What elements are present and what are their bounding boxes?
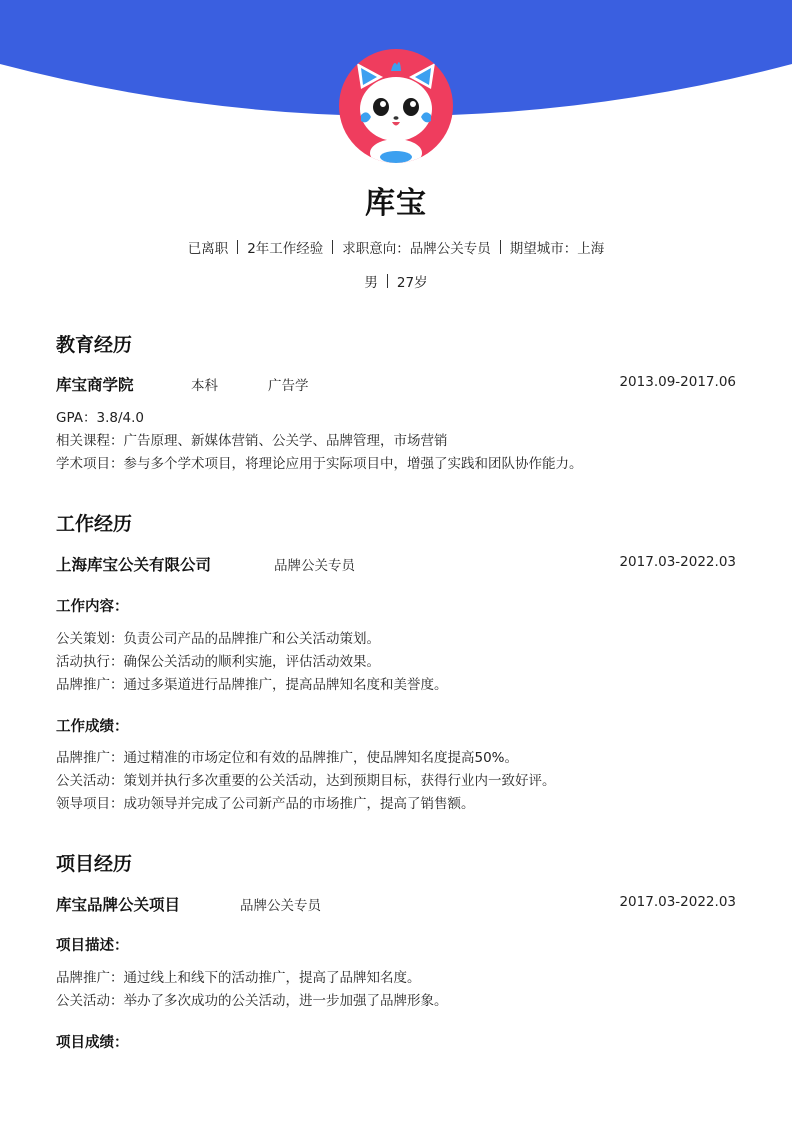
major: 广告学 <box>268 378 309 394</box>
work-position: 品牌公关专员 <box>274 558 355 574</box>
education-date: 2013.09-2017.06 <box>619 374 736 390</box>
meta-line-personal <box>0 271 792 291</box>
work-results-title: 工作成绩： <box>56 719 129 735</box>
cat-mascot-icon <box>339 49 453 163</box>
separator <box>500 240 501 254</box>
work-content-item: 公关策划：负责公司产品的品牌推广和公关活动策划。 <box>56 631 380 647</box>
job-intention: 求职意向：品牌公关专员 <box>342 241 491 257</box>
work-result-item: 领导项目：成功领导并完成了公司新产品的市场推广，提高了销售额。 <box>56 796 475 812</box>
candidate-name: 库宝 <box>365 186 427 221</box>
education-section-title: 教育经历 <box>56 334 133 356</box>
degree: 本科 <box>191 378 218 394</box>
project-results-title: 项目成绩： <box>56 1035 129 1051</box>
work-result-item: 品牌推广：通过精准的市场定位和有效的品牌推广，使品牌知名度提高50%。 <box>56 750 519 766</box>
work-experience: 2年工作经验 <box>247 241 324 257</box>
project-role: 品牌公关专员 <box>240 898 321 914</box>
employment-status: 已离职 <box>187 241 229 257</box>
project-desc-title: 项目描述： <box>56 938 129 954</box>
school-name: 库宝商学院 <box>56 376 134 394</box>
separator <box>332 240 333 254</box>
work-section-title: 工作经历 <box>56 513 133 535</box>
education-courses: 相关课程：广告原理、新媒体营销、公关学、品牌管理，市场营销 <box>56 433 448 449</box>
work-date: 2017.03-2022.03 <box>619 554 736 570</box>
project-name: 库宝品牌公关项目 <box>56 896 181 914</box>
project-desc-item: 品牌推广：通过线上和线下的活动推广，提高了品牌知名度。 <box>56 970 421 986</box>
work-result-item: 公关活动：策划并执行多次重要的公关活动，达到预期目标，获得行业内一致好评。 <box>56 773 556 789</box>
meta-line-status <box>0 237 792 257</box>
project-section-title: 项目经历 <box>56 853 133 875</box>
gender: 男 <box>364 275 378 291</box>
education-gpa: GPA：3.8/4.0 <box>56 410 144 426</box>
project-date: 2017.03-2022.03 <box>619 894 736 910</box>
work-content-title: 工作内容： <box>56 599 129 615</box>
company-name: 上海库宝公关有限公司 <box>56 556 212 574</box>
work-content-item: 活动执行：确保公关活动的顺利实施，评估活动效果。 <box>56 654 380 670</box>
work-content-item: 品牌推广：通过多渠道进行品牌推广，提高品牌知名度和美誉度。 <box>56 677 448 693</box>
separator <box>387 274 388 288</box>
project-desc-item: 公关活动：举办了多次成功的公关活动，进一步加强了品牌形象。 <box>56 993 448 1009</box>
separator <box>237 240 238 254</box>
avatar <box>339 49 453 163</box>
education-projects: 学术项目：参与多个学术项目，将理论应用于实际项目中，增强了实践和团队协作能力。 <box>56 456 583 472</box>
expected-city: 期望城市：上海 <box>509 241 605 257</box>
age: 27岁 <box>396 275 428 291</box>
